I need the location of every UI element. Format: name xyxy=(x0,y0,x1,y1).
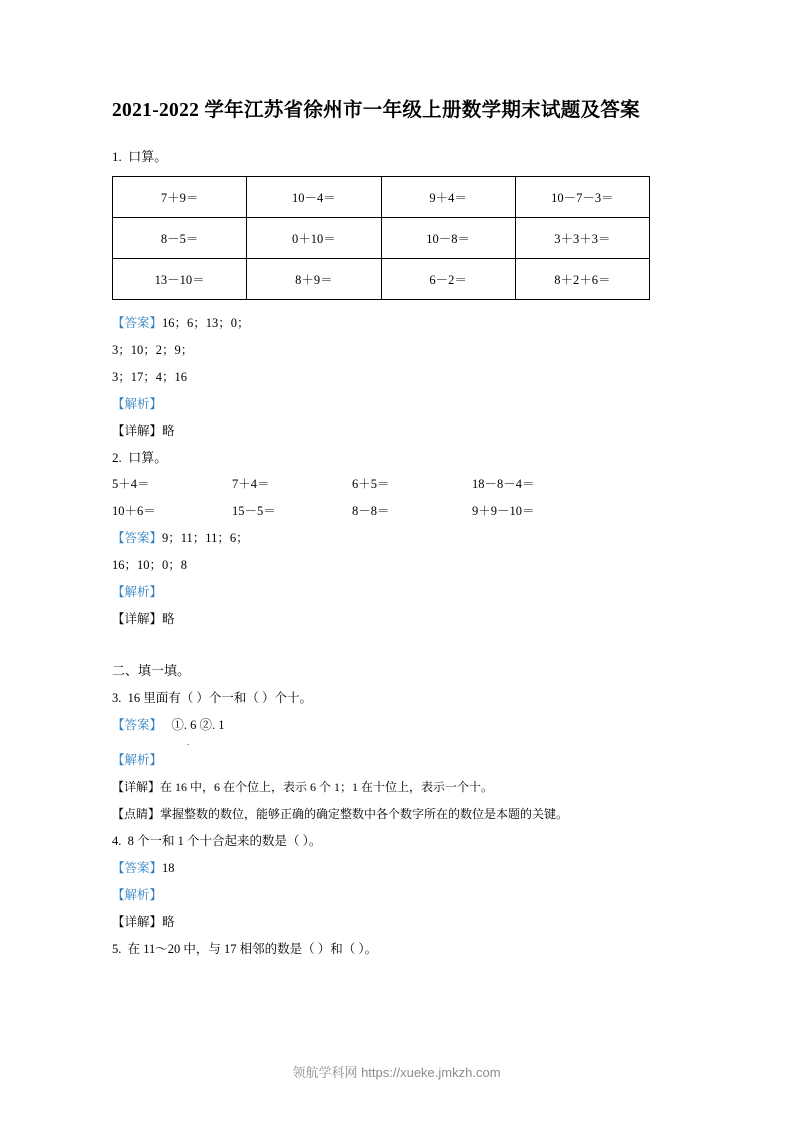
question-2-row-1 xyxy=(112,471,682,498)
question-4-analysis xyxy=(112,882,682,909)
question-3-body: 16 里面有（ ）个一和（ ）个十。 xyxy=(127,691,313,705)
question-4-number: 4. xyxy=(112,834,122,848)
oral-item: 18－8－4＝ xyxy=(472,477,535,491)
question-1-number: 1. xyxy=(112,149,122,164)
table-row xyxy=(113,177,650,218)
oral-item: 6＋5＝ xyxy=(352,477,390,491)
question-4-text xyxy=(112,828,682,855)
table-cell: 0＋10＝ xyxy=(247,218,381,259)
answer-text: 3；17；4；16 xyxy=(112,370,188,384)
table-row xyxy=(113,259,650,300)
section-two-title: 二、填一填。 xyxy=(112,663,191,678)
question-2-prompt xyxy=(112,445,682,471)
question-1-text: 口算。 xyxy=(128,149,168,164)
question-2-answer-line-1 xyxy=(112,525,682,552)
question-4-body: 8 个一和 1 个十合起来的数是（ ）。 xyxy=(127,834,322,848)
question-1-answer-line-3 xyxy=(112,364,682,391)
oral-item: 15－5＝ xyxy=(232,504,276,518)
detail-text: 略 xyxy=(162,915,175,929)
question-2-detail xyxy=(112,606,682,633)
answer-label: 【答案】 xyxy=(112,718,163,732)
page-title: 2021-2022 学年江苏省徐州市一年级上册数学期末试题及答案 xyxy=(112,100,640,121)
answer-text: 3；10；2；9； xyxy=(112,343,194,357)
answer-label: 【答案】 xyxy=(112,316,163,330)
table-cell: 8－5＝ xyxy=(113,218,247,259)
table-cell: 3＋3＋3＝ xyxy=(515,218,649,259)
analysis-label: 【解析】 xyxy=(112,397,163,411)
table-row xyxy=(113,218,650,259)
question-3-number: 3. xyxy=(112,691,122,705)
detail-label: 【详解】 xyxy=(112,424,163,438)
document-body xyxy=(112,92,682,963)
detail-text: 在 16 中，6 在个位上，表示 6 个 1；1 在十位上，表示一个十。 xyxy=(160,780,494,794)
answer-label: 【答案】 xyxy=(112,531,163,545)
oral-item: 10＋6＝ xyxy=(112,504,156,518)
stray-mark: . xyxy=(187,737,190,748)
answer-text: 18 xyxy=(162,861,175,875)
question-1-answer-line-1 xyxy=(112,310,682,337)
answer-text: 16；6；13；0； xyxy=(162,316,250,330)
analysis-label: 【解析】 xyxy=(112,888,163,902)
answer-label: 【答案】 xyxy=(112,861,163,875)
question-2-row-2 xyxy=(112,498,682,525)
table-cell: 6－2＝ xyxy=(381,259,515,300)
analysis-label: 【解析】 xyxy=(112,753,163,767)
question-1-prompt xyxy=(112,144,682,170)
table-cell: 8＋9＝ xyxy=(247,259,381,300)
analysis-label: 【解析】 xyxy=(112,585,163,599)
question-5-text xyxy=(112,936,682,963)
table-cell: 8＋2＋6＝ xyxy=(515,259,649,300)
table-cell: 9＋4＝ xyxy=(381,177,515,218)
answer-text: 16；10；0；8 xyxy=(112,558,188,572)
table-cell: 10－7－3＝ xyxy=(515,177,649,218)
oral-item: 7＋4＝ xyxy=(232,477,270,491)
question-1-table xyxy=(112,176,650,300)
detail-text: 略 xyxy=(162,424,175,438)
question-3-analysis xyxy=(112,747,682,774)
detail-text: 略 xyxy=(162,612,175,626)
table-cell: 13－10＝ xyxy=(113,259,247,300)
detail-label: 【详解】 xyxy=(112,780,161,794)
question-1-analysis xyxy=(112,391,682,418)
page-footer: 领航学科网 https://xueke.jmkzh.com xyxy=(292,1065,501,1080)
answer-text: 9；11；11；6； xyxy=(162,531,249,545)
question-5-number: 5. xyxy=(112,942,122,956)
question-3-answer xyxy=(112,712,682,739)
question-3-text xyxy=(112,685,682,712)
question-3-tip xyxy=(112,801,682,828)
answer-text: ①. 6 ②. 1 xyxy=(171,718,225,732)
oral-item: 5＋4＝ xyxy=(112,477,150,491)
table-cell: 10－8＝ xyxy=(381,218,515,259)
detail-label: 【详解】 xyxy=(112,612,163,626)
question-1-answer-line-2 xyxy=(112,337,682,364)
question-5-body: 在 11～20 中，与 17 相邻的数是（ ）和（ ）。 xyxy=(127,942,378,956)
question-2-answer-line-2 xyxy=(112,552,682,579)
oral-item: 9＋9－10＝ xyxy=(472,504,535,518)
question-1-detail xyxy=(112,418,682,445)
table-cell: 10－4＝ xyxy=(247,177,381,218)
question-2-analysis xyxy=(112,579,682,606)
question-4-answer xyxy=(112,855,682,882)
oral-item: 8－8＝ xyxy=(352,504,390,518)
question-2-number: 2. xyxy=(112,450,122,465)
tip-label: 【点睛】 xyxy=(112,807,161,821)
question-4-detail xyxy=(112,909,682,936)
question-2-text: 口算。 xyxy=(128,450,168,465)
detail-label: 【详解】 xyxy=(112,915,163,929)
tip-text: 掌握整数的数位，能够正确的确定整数中各个数字所在的数位是本题的关键。 xyxy=(160,807,569,821)
question-3-detail xyxy=(112,774,682,801)
table-cell: 7＋9＝ xyxy=(113,177,247,218)
